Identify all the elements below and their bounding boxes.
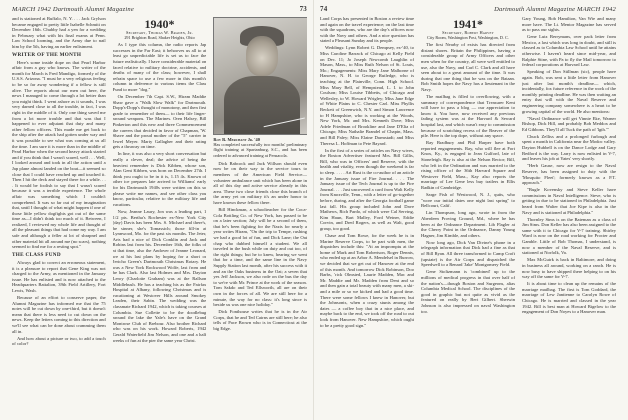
class-header-1940: [113, 18, 207, 40]
class-year: 1940*: [144, 17, 175, 31]
paragraph: Gary Young, Bob Hamilton, Van Wie and many more have. The Lt. Mentor Magazine has served as to pass our sights.: [522, 16, 616, 33]
right-running-head-text: Dartmouth Alumni Magazine MARCH 1942: [494, 5, 616, 13]
paragraph: Always glad to correct an erroneous statement, it is a pleasure to report that Gene King was not charged to the Army, as mentioned in the January issue. He has enlisted and is now attached to the Headquarters Battalion, 39th Field Artillery, Fort Lewis, Wash.: [12, 259, 106, 293]
left-running-head-text: MARCH 1942 Dartmouth Alumni Magazine: [12, 5, 134, 13]
paragraph: Ray Bradbury and Phil Harper have both reported engagements. Ray, who will flee at Fort Knox, Ky., is engaged to Jean Gulford, late of Stoneleigh. Ray is also at the Nelson Rector; Bill, who left in the Ordination and was married to the rising officer of the 36th Harvard Square and Westover Field, Mass., Kay also reports the marriage of Lee Gene less buy trailers in Ellis Radkin of Cambridge.: [421, 140, 515, 191]
paragraph: Because of an effort to conserve paper, the Alumni Magazine has informed me that the 75 notes will be cut down by one-third, but it doesn't mean that there is less need to cut down on the news. Keep the letters coming to this direction and we'll see what can be done about cramming them all in.: [12, 295, 106, 334]
paragraph: Chase and Tom Rowe, for the week he is in Marine Reserve Corps, to be part with men, the dispatches include this: "At an impromptu at the home of Mark and Tom Robertson, Roger Dennis, who ended up at an Arbor A. Mendelsel in Burrow, we decided that we get out of Hanover at the end of this month. And tomorrow Dick Robinson, Doo Barbs, 'rick Olmsted, Laurie Madden, Mac and Mr. Maddie and Mr. Madden from Dent and so and then gain a total beauty with many men, a ski-and a mile or so we kicked and had a good time. There were some fellows I knew in Hanover, but the Johnsonts, when a crazy stunts among the dates — a coffee boy that in a nice place, and maybe back to the end, we took off the road to out look from Hanover. New Hampshire, which ought to be a pretty good sign.": [320, 233, 414, 328]
paragraph: On December 7th Capt. S.W., Hiram Maddie Shaw gave a "Walk Slow Walk" for Dartmouth. Dopp's-Dopp's thought of monotony, and then first grade to remember of them— to their life linger-around weapons. The Marines. Oren Halsey, Bill Pinkerton and this new and three Commencement the careers that decided in favor of Chapman, 'W. Shave and the proud mother of the "5" carrier in Jewel Meyer. Marty Gallagher and their rating gets a thruway on time.: [112, 94, 207, 150]
left-columns: [12, 16, 307, 418]
paragraph: The mailbag is filled to overflowing, with a summary of correspondence that Treasurer Kent will have to pass a blog — our appreciation to know it. You have, now received any previous fading system was at the Harvard & Seward hospital last, and which wasn't easy to commission because of scratching recess of the Beaver of the pile. Here is the top dope, without any space.: [421, 94, 515, 139]
right-page: [314, 0, 628, 420]
paragraph: And how about a picture or two, to add a touch of color?: [12, 335, 106, 347]
paragraph: Now, Jeanne Laury, Jon was a leading part, 1 1/2 pts. Bertha's Rochester ex-New York City (day) Davis has been Mrs. S. Michael and there's, he sinner, she's Tomassich; those fill-in at Lynnwood, Mo. for the past six months. The Jeter, Arts had a nice of Dick Conklin and Jack and Robins last from his. December 16th, the folks of at that time, also the Andover of Jeanne Leonard, we at his last plans by hoping for a short or Jericho Green's Dartmouth Christmas Rotary. He was a New York Rockwood Wolfe, last from and he has Clark. Also last Holmes and Mrs. Dayton Leroy (Charlotte Graham) was at the Rallson Middlebush. He has a teaching his as the Fairfax Hospital at Albany, following Christmas and is vacationing at Westover Hills around Smokey Leaden, their Sabin. The wedding was the classmate Richard 1942, which is taking courses at Columbia. Sue Collette to be the doodlebug around the lake the Yale's have on the Grand Montrose Club of Brebour. Also brother Richard who was on his work. Howard Roberts, 1942 Gerald Waterfield Jim Nelson, and one and a half weeks of fun at the pier the same year Christ.: [112, 208, 207, 343]
paragraph: Thornley Sims is on the Bateman as a class of Jim Sims. Don Keller has also been assigned to the same with it to Chicago for V-7 training. Shirley Ward is now on the road working for Procter and Gamble. Little of Bob Thomas, I understand, is now a member of the Naval Reserve, and is stationed at Norfolk, Va.: [522, 216, 616, 256]
left-column-3: [213, 16, 307, 418]
photo-caption: [213, 137, 307, 158]
paragraph: Sarge Fish of Westwood, N. J., quits, who "wore our initial dates one night last spring" to Bellcourt, Calif.: [421, 192, 515, 209]
paragraph: Dick Fonthouse writes that he is in the Air Corps, that he and Ted Cairns are still here; he also tells of Pace Brown who is in Connecticut at the big Edge.: [213, 309, 308, 332]
paragraph: Gene Stoltzmann is 'combined' up to the millions of medical progress in that over half of the nation's—though Boston and Surgeons, alias Columbia Medical School. The disciplines of the good in graphic but not quite as vivid as the featured on really by Bert Gilbert. Sherwin Johnson is also impressed on naval Washington too.: [421, 269, 515, 314]
paragraph: Chuck Zelliss and a prolonged furlough and spent a month in California near the Modoc valley. Dayton Hubbell is on the Dance Lodge and Gary Bedford is the way. Larry is now enlisted in V-7, and leaves his job at Yates' very shortly.: [522, 133, 616, 162]
paragraph: and is stationed at Buffalo, N. Y. . . . Jack Grylson became engaged to pretty little Isabelle Schmitt on December 16th. Chubby had a yen for a wedding in February what with his final exams at Penn. Law School looming, and the Army due to nail him by the 5th, having an earlier enlistment.: [12, 16, 106, 49]
paragraph: Bill Hinckman, a schoolteacher for the Coca-Cola Bottling Co. of New York, has passed to be on a later section; July will be a second of them, that he's been fighting for the Nazis for nearly a year writes Hiram, "On the trip to Tempe, rushing we had a good lot of fun, and Dick Lane; the Oat chap who dubbed himself a student. We all traveled in the bush while on duty and out too, of the right things; but he to knew, hearing we went that for a time, and the same line in the Navy Supply Station last month, after his success with it and an the Oaks business in the Oat; a seven that yes Jeff Jackson, we also rode on the bus the day to we're with Mr. Prince at the work of the season. Tom Sakdo and Ted Ellsworth, all are on their own in the forces of all. We are still here for a minute, the way for no class: it's long since is beside us was one nice holiday.": [213, 207, 308, 308]
photo-body-shape: [224, 76, 300, 135]
caption-text: Has completed successfully two months' preliminary flight training at Spartanburg, S.C., and has been ordered to advanced training at Pensacola.: [213, 142, 308, 158]
paragraph: Max McGuirk is back in Baltimore, and doing in business all around, working on a ranch. He is now busy to have shipped there helping to on his way off the same for V-7.: [522, 257, 616, 280]
paragraph: Speaking of Don Stillman (sic), people have again. Bob, was sent a little letter from Hanover just after last month's deadline— which, incidentally, fox future reference in the work of the monthly printing deadline. He was then waiting an entry that will with the Naval Reserve and engineering company somewhere is a heart to be growing capital of the world. He also mentions:: [522, 69, 616, 114]
paragraph: Weddings: Lynn Robert G. Dempsey, ex-'40, to Miss Caroline Barrack of Chicago at Kelly Field on Dec. 11; Jo Joseph Newcomb Laughlin of Mason, Mass., to Miss Ruth Nelson of St. Louis, Mo.; Engagements: Miss Mary Jane Malborne of Hanover, N. H. to George Rutledge, who is teaching at the Plainville, Conn. High School. Miss Mary Bell, of Hempstead, L. I. to John Coulson; Miss Louise Tibbetts, of Chicago and Wellesley, to W. Howard Wrigley; Miss Jane Edge of White Plains to C. Chester Carl. Miss Phyllis Beckett of Greenwich, N.Y. and Simon Lawrence to H Hampshire, who is working at the Woods, New York, Mr. and Mrs. Kenneth Dove; Miss Adele Friedman of Brookline and Jane D'Elia of Chicago; Miss Nathalie Brandel of Chapin, Mass. and Bill Paley; Miss Elaine Darmstadt; and Miss Theresa L. Hoffman to Pete Bayard.: [320, 45, 414, 146]
left-page-number: 73: [299, 5, 307, 13]
paragraph: It is about time to clean up the remains of the marriage mailbag. The first is Tom Goddard, the marriage of Lew Jantienne to Carolyn Rowe of Chicago. He is married and classed in the year 1942. Bill is best man at Howard Bigelow to the engagement of Don Noyes to a Hanover man.: [522, 281, 616, 315]
paragraph: As I type this column, the radio reports Jap successes in the Far East; it behooves us all to at least go unpredictable life is set us to face the future realistically. I have considerable material on faced relative to military doctrine, accidents, and deaths of many of the class; however, I shall refrain space to use a few more in this month's column in deference to various items the Class Fund to more "dog.": [112, 42, 207, 92]
right-column-2: [421, 16, 515, 418]
paragraph: "Naval Ordinance will get Vinnie Eke, Warner Bishop, Dick Hill, and probably Bob Meddox and Ed Gibbons. They'll all Tuck the path of 'lgth.'": [522, 115, 616, 132]
paragraph: Dick Babcock and Jack Willson should even now be on their way to the service tours to members of the American Field Service—volunteer ambulance unit which has been alone in all of this day and active service already in this area. These two close friends close this branch of the army yet on military it's an under honor to have known these fellow there.: [213, 160, 308, 205]
class-secretary: Secretary, Robert Harvey: [442, 30, 494, 35]
photo-head-shape: [246, 36, 278, 76]
left-column-1: [12, 16, 106, 418]
class-address: City Room, Washington Post, Washington, D. C.: [427, 35, 509, 41]
paragraph: "Bugle Kovensky and Steve Keller have commissions in Naval Intelligence. Steve, who is getting in due to be stationed in Philadelphia. Just heard from Walter that Joe Kipe is also in the Navy and is stationed at Philadelphia.": [522, 187, 616, 215]
section-heading-writer-of-month: WRITER OF THE MONTH: [12, 51, 82, 58]
class-year: 1941*: [453, 17, 483, 31]
section-heading-class-fund: THE CLASS FUND: [12, 251, 61, 258]
class-header-1941: [421, 18, 515, 40]
portrait-photo: [213, 17, 307, 135]
class-address: 291 Brighton Road, Shaker Heights, Ohio: [124, 35, 195, 41]
paragraph: Land Corps has presented in Boston a review time and again on the travel experience; on the last time with the squadrons, who are the day's officers now with the Navy and others. And a nice question has stated a Pleasant Sunday and its people.: [320, 16, 414, 44]
right-columns: [320, 16, 616, 418]
right-column-1: [320, 16, 414, 418]
paragraph: Here's some inside dope on that Pearl Harbor affair from a guy who knows. The writer of the month for March is Fred Mandigo, formerly of the U.S.S. Arizona. "I must be a very religious feeling to be so far away wondering if a fellow is still alive. The reports about our men out here, the news I managed to come through a lot better than you might think. I went ashore as it sounds, I was very darned close to all the trouble, in fact, I was right in the middle of it. Only one thing saved me from a lot more trouble and that was that I happened to ever adjutant that duty and many other fellow officers. This made me get back to the ship after the attack had gotten under way and it was possible to see what was coming at us all the time. I am sure it is more than in the middle of Pearl Harbor when the second heavy attack started and if you think that I wasn't scared, well . . . Well, I looked around and took in all the action until a Jap plane almost landed on the boat—it seemed so close that I could have reached up and touched it. Then I hit the deck and stayed there for a while. . . . It would be foolish to say that I wasn't scared because it was a terrible experience. The whole affair was something which I couldn't comprehend. It was so far out of my imagination that, until I thought of what might happen if one of those little yellow dogfights got out of the same time as—I didn't think too much of it. Between, I realized, I reviewed my whole life and thought of all the pleasant things that had come my way. I am safe and although a feller at lot of shrapnel and other material hit all around me (no scars), nothing seemed to find me for a resting spot.": [12, 59, 106, 250]
paragraph: In the first of a series of articles on Navy wives, the Boston Advertiser featured Mrs. Bill Gillis, Bill, who was in Officers' and Reserve, with the health and vitality, even though the weekend is far to sleep. . . . . Art Rust is the co-author of an article in the January issue of Fire Journal. . . . The January issue of the Tech Journal is up to the Fire Journal. . . . Just uncovered a card from Walt Kelly from Knoxville, Tenn., with a letter of go-together before, during, and after the Georgia football game last fall. His group included John and Dave Mathews, Rich Pardo, of which were Cal Serving, Kim Haun, Bart Malley, Ford Weiner, Eddie Corvin, and Dred Rogers, as well as Walt, good group, too good.: [320, 147, 414, 231]
right-running-head: [320, 2, 616, 16]
paragraph: The first Nearby of exists has directed from distant shores. Britain the Philippines, having a considerable group of Army Officers and other men when for the country, all were well entitled to use, also the Navy, and Carl C. Clark and all have seen about to a great amount of the time. It was during that one thing that he was on the Bataan. Bob Smith hopes the Navy has a lieutenant in the Navy.: [421, 42, 515, 92]
paragraph: "Herb Gause, now are resign to the Naval Reserve, has been assigned to duty with the 'Mosquito Fleet'; formerly known as a P.T. approach.": [522, 163, 616, 186]
left-running-head: [12, 2, 307, 16]
paragraph: Lin Thompson, long ago, wrote in from the Aberdeen Proving Ground, Md., where he has been at the Ordnance Department. Lib Flagler at the Cherry Point in the Ordnance, Danny Young Hagner, Jim Kimble, and others.: [421, 210, 515, 238]
caption-name: Roy R. Merchant Jr. '40: [213, 137, 260, 142]
right-column-3: [522, 16, 616, 418]
paragraph: Now long ago, Dick Van Divine's phone in a telegraph information that Dick had a fine as that of Bill Ryan. All three transformed to Camp Croft (upstate) is the Air Corps and dispatched the Speedwell to a Renard 'Jake' Montgomery Field.: [421, 239, 515, 268]
class-secretary: Secretary, Thomas W. Braden, Jr.: [125, 30, 194, 35]
paragraph: In line, it was also a very short conversation but really a clever, deal; the advice of being the heaviest remember is Dick Kibben, whose son, Alan Gent Kibben, was born on December 27th. I think you ought to be in it is, 1.15 4s. Known of other ice prepares late arrived to Williams' early for his Dartmouth 1940s were written on this so please write me names, and see other class you know, particular, relative to the military life and vacations.: [112, 151, 207, 207]
left-column-2: [113, 16, 207, 418]
right-page-number: 74: [320, 5, 328, 13]
paragraph: Gene Lutz Berrymans, over pack letter from Mexico, a last which was long in doubt, and still is classed as to Columbia Law School until he attains otherwise. I haven't heard since mid-year, and Ralphie Stine, with Pa to fly the Mail tomorrow to federal corporations at Harvard Law.: [522, 34, 616, 68]
